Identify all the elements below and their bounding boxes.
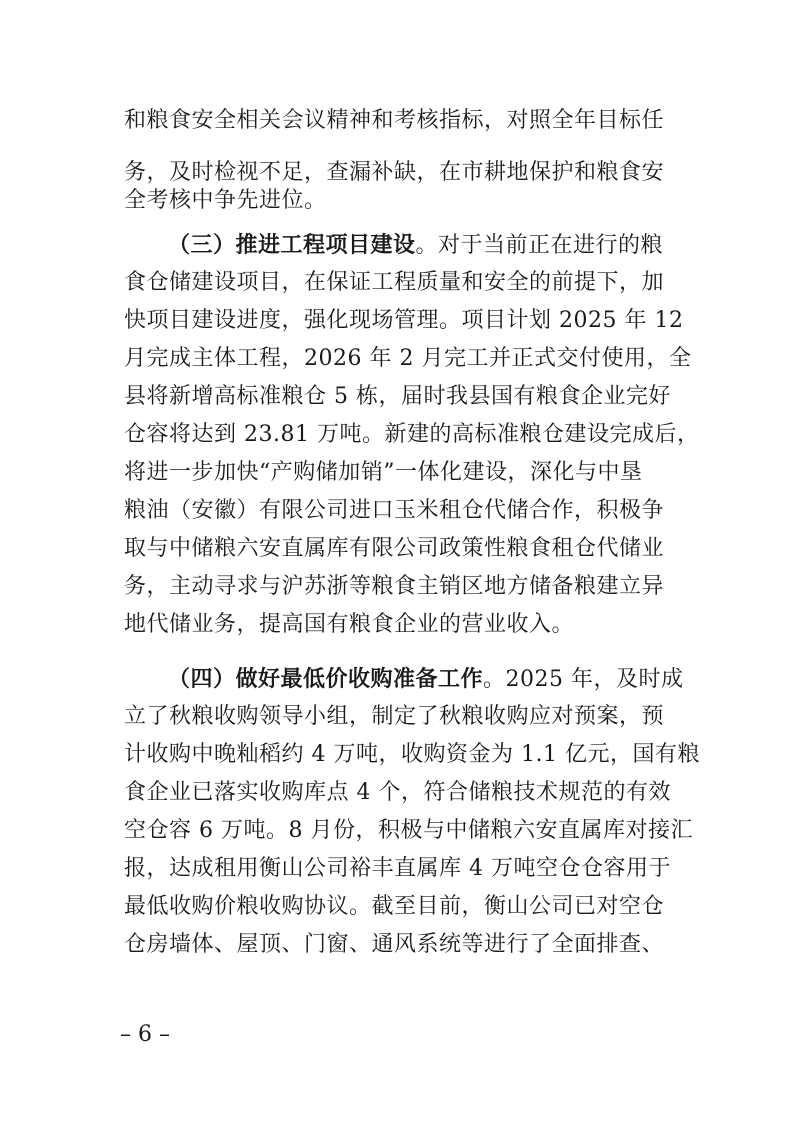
paragraph-1-line-3: 全考核中争先进位。: [124, 188, 327, 213]
paragraph-2-first-line: [168, 230, 663, 260]
paragraph-2-line-3: 快项目建设进度，强化现场管理。项目计划 2025 年 12: [124, 308, 684, 333]
paragraph-2-line-7: 将进一步加快“产购储加销”一体化建设，深化与中垦: [124, 460, 643, 485]
paragraph-1-line-2: 务，及时检视不足，查漏补缺，在市耕地保护和粮食安: [124, 160, 665, 185]
paragraph-2-line-6: 仓容将达到 23.81 万吨。新建的高标准粮仓建设完成后，: [124, 422, 700, 447]
paragraph-3-line-5: 空仓容 6 万吨。8 月份，积极与中储粮六安直属库对接汇: [124, 818, 693, 843]
paragraph-3-first-line: [168, 664, 684, 694]
paragraph-2-line-8: 粮油（安徽）有限公司进口玉米租仓代储合作，积极争: [124, 498, 665, 523]
paragraph-3-line-3: 计收购中晚籼稻约 4 万吨，收购资金为 1.1 亿元，国有粮: [124, 742, 700, 767]
section-heading-3: （三）推进工程项目建设: [168, 232, 416, 258]
paragraph-2-line-10: 务，主动寻求与沪苏浙等粮食主销区地方储备粮建立异: [124, 574, 665, 599]
paragraph-2-line-1: 。对于当前正在进行的粮: [415, 233, 664, 258]
paragraph-2-line-4: 月完成主体工程，2026 年 2 月完工并正式交付使用，全: [124, 346, 692, 371]
paragraph-1-line-1: 和粮食安全相关会议精神和考核指标，对照全年目标任: [124, 108, 665, 133]
paragraph-2-line-5: 县将新增高标准粮仓 5 栋，届时我县国有粮食企业完好: [124, 384, 671, 409]
paragraph-3-line-1: 。2025 年，及时成: [483, 667, 684, 692]
paragraph-3-line-7: 最低收购价粮收购协议。截至目前，衡山公司已对空仓: [124, 894, 665, 919]
paragraph-2-line-9: 取与中储粮六安直属库有限公司政策性粮食租仓代储业: [124, 536, 665, 561]
page-number: – 6 –: [120, 1022, 170, 1047]
paragraph-3-line-4: 食企业已落实收购库点 4 个，符合储粮技术规范的有效: [124, 780, 671, 805]
paragraph-3-line-6: 报，达成租用衡山公司裕丰直属库 4 万吨空仓仓容用于: [124, 856, 671, 881]
paragraph-2-line-2: 食仓储建设项目，在保证工程质量和安全的前提下，加: [124, 270, 665, 295]
paragraph-3-line-2: 立了秋粮收购领导小组，制定了秋粮收购应对预案，预: [124, 704, 665, 729]
section-heading-4: （四）做好最低价收购准备工作: [168, 666, 484, 692]
paragraph-3-line-8: 仓房墙体、屋顶、门窗、通风系统等进行了全面排查、: [124, 932, 665, 957]
paragraph-2-line-11: 地代储业务，提高国有粮食企业的营业收入。: [124, 612, 575, 637]
